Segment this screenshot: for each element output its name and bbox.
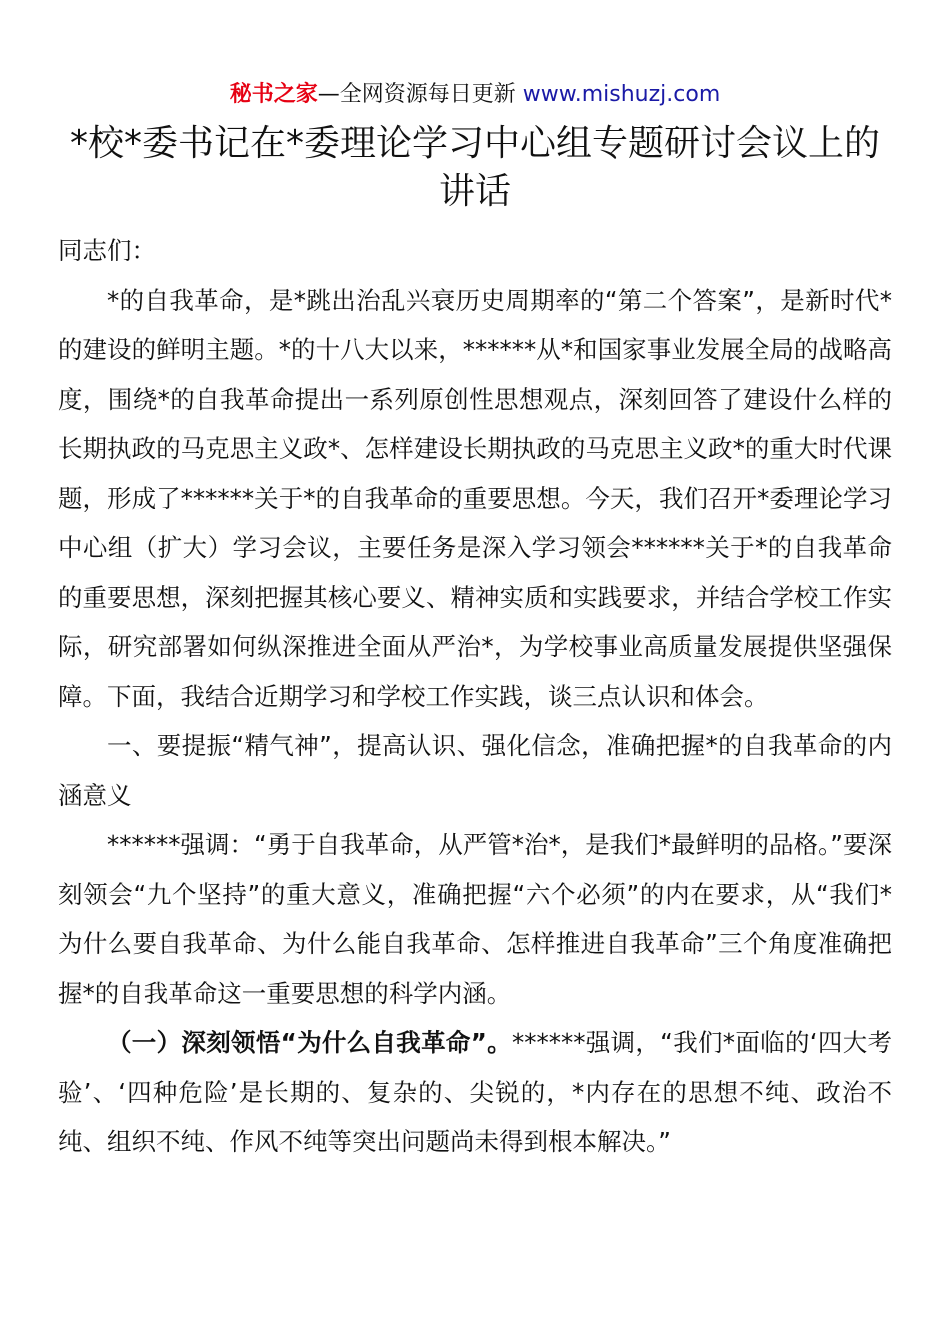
watermark-header: [0, 80, 950, 110]
subsection-1-paragraph: [58, 1018, 892, 1167]
header-tagline: —全网资源每日更新: [317, 82, 523, 107]
subsection-1-text: ******强调，“我们*面临的‘四大考验’、‘四种危险’是长期的、复杂的、尖锐的，*内存在的思想不纯、政治不纯、组织不纯、作风不纯等突出问题尚未得到根本解决。”: [58, 1028, 893, 1156]
salutation: 同志们：: [58, 236, 156, 265]
brand-name: 秘书之家: [229, 82, 318, 107]
section-heading-1: 一、要提振“精气神”，提高认识、强化信念，准确把握*的自我革命的内涵意义: [58, 731, 892, 810]
document-title: *校*委书记在*委理论学习中心组专题研讨会议上的讲话: [69, 123, 880, 212]
site-url[interactable]: www.mishuzj.com: [522, 82, 721, 107]
subsection-heading-1: （一）深刻领悟“为什么自我革命”。: [107, 1028, 512, 1057]
section-1-paragraph: ******强调：“勇于自我革命，从严管*治*，是我们*最鲜明的品格。”要深刻领会“九个坚持”的重大意义，准确把握“六个必须”的内在要求，从“我们*为什么要自我革命、为什么能自我革命、怎样推进自我革命”三个角度准确把握*的自我革命这一重要思想的科学内涵。: [58, 830, 892, 1008]
document-body: [58, 226, 892, 1167]
intro-paragraph: *的自我革命，是*跳出治乱兴衰历史周期率的“第二个答案”，是新时代*的建设的鲜明主题。*的十八大以来，******从*和国家事业发展全局的战略高度，围绕*的自我革命提出一系列原创性思想观点，深刻回答了建设什么样的长期执政的马克思主义政*、怎样建设长期执政的马克思主义政*的重大时代课题，形成了******关于*的自我革命的重要思想。今天，我们召开*委理论学习中心组（扩大）学习会议，主要任务是深入学习领会******关于*的自我革命的重要思想，深刻把握其核心要义、精神实质和实践要求，并结合学校工作实际，研究部署如何纵深推进全面从严治*，为学校事业高质量发展提供坚强保障。下面，我结合近期学习和学校工作实践，谈三点认识和体会。: [58, 285, 892, 711]
